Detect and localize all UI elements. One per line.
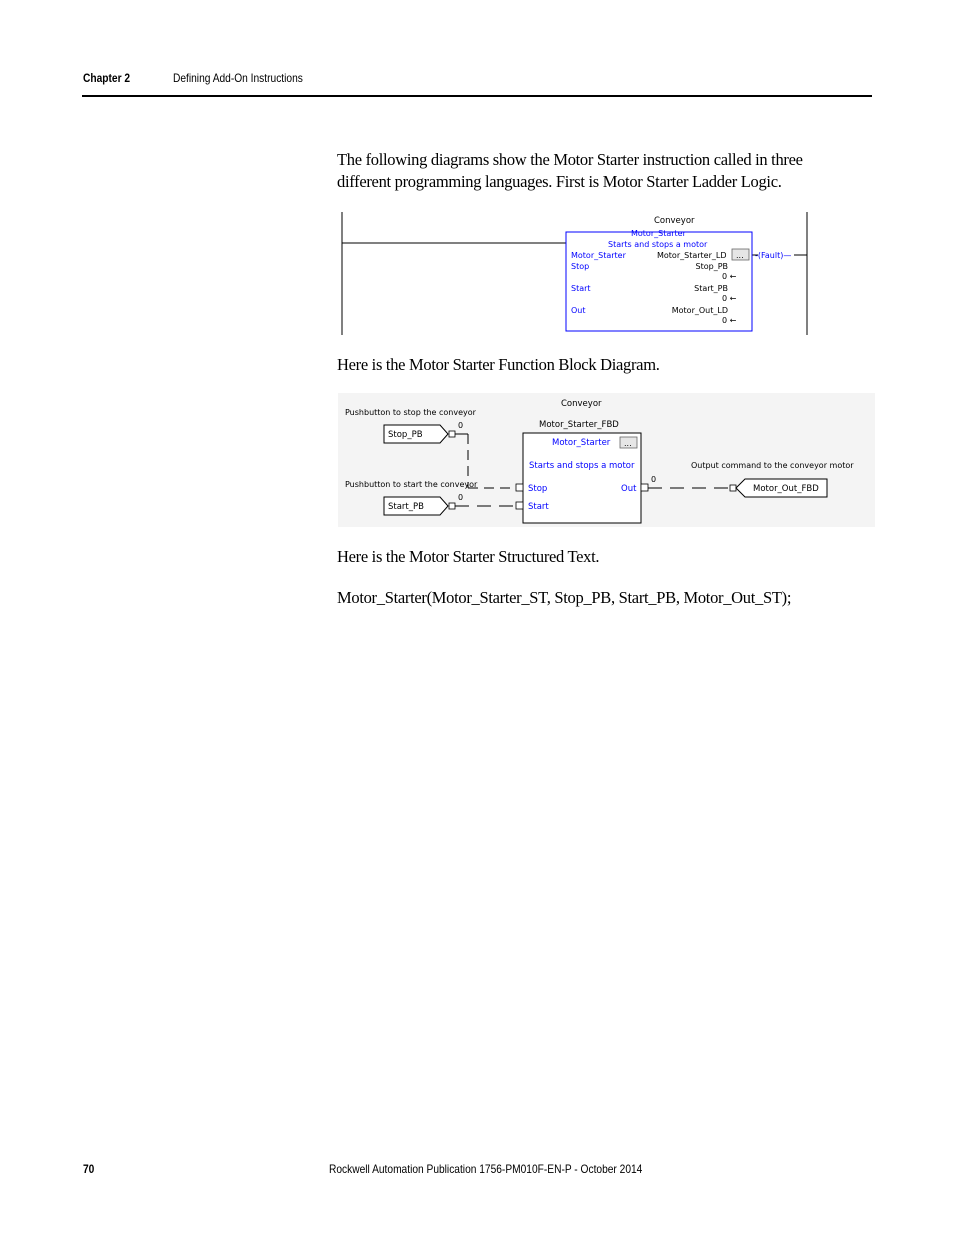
fbd-stop-comment: Pushbutton to stop the conveyor (345, 408, 476, 417)
fbd-stop-tag: Stop_PB (388, 430, 423, 440)
ladder-tag-start: Start_PB (694, 284, 728, 293)
header-rule (82, 95, 872, 97)
ladder-param-out: Out (571, 306, 586, 315)
ladder-fault-output: -(Fault)— (755, 251, 792, 260)
fbd-pin-out: Out (621, 484, 637, 494)
fbd-start-comment: Pushbutton to start the conveyor (345, 480, 478, 489)
function-block-diagram (338, 393, 875, 527)
browse-button-label: ... (736, 251, 744, 260)
fbd-intro: Here is the Motor Starter Function Block Diagram. (337, 355, 660, 374)
fbd-out-comment: Output command to the conveyor motor (691, 461, 854, 470)
fbd-stop-value: 0 (458, 421, 464, 430)
ladder-rung-comment: Conveyor (654, 216, 695, 226)
fbd-out-tag: Motor_Out_FBD (753, 484, 819, 494)
ladder-value-stop: 0 ← (722, 272, 737, 281)
ladder-param-start: Start (571, 284, 591, 293)
ladder-param-instance: Motor_Starter (571, 251, 626, 260)
ladder-logic-diagram (336, 208, 814, 338)
ladder-tag-out: Motor_Out_LD (671, 306, 728, 315)
ladder-instr-desc: Starts and stops a motor (608, 240, 708, 249)
ladder-value-start: 0 ← (722, 294, 737, 303)
ladder-value-out: 0 ← (722, 316, 737, 325)
ladder-param-stop: Stop (571, 262, 590, 271)
fbd-start-tag: Start_PB (388, 502, 424, 512)
fbd-block-tag: Motor_Starter_FBD (539, 420, 619, 430)
ladder-instr-name: Motor_Starter (631, 229, 686, 238)
intro-line-2: different programming languages. First is Motor Starter Ladder Logic. (337, 172, 782, 191)
fbd-block-type: Motor_Starter (552, 438, 611, 448)
fbd-pin-stop: Stop (528, 484, 548, 494)
section-title: Defining Add-On Instructions (173, 71, 303, 85)
st-code: Motor_Starter(Motor_Starter_ST, Stop_PB, Start_PB, Motor_Out_ST); (337, 588, 792, 607)
publication-info: Rockwell Automation Publication 1756-PM010F-EN-P - October 2014 (329, 1162, 643, 1176)
fbd-out-value: 0 (651, 475, 657, 484)
fbd-sheet-comment: Conveyor (561, 399, 602, 409)
st-intro: Here is the Motor Starter Structured Text. (337, 547, 600, 566)
chapter-label: Chapter 2 (83, 71, 131, 85)
ladder-tag-stop: Stop_PB (695, 262, 728, 271)
fbd-start-value: 0 (458, 493, 464, 502)
fbd-browse-label: ... (624, 439, 632, 448)
intro-line-1: The following diagrams show the Motor Starter instruction called in three (337, 150, 803, 169)
ladder-instance-tag: Motor_Starter_LD (657, 251, 727, 260)
fbd-pin-start: Start (528, 502, 549, 512)
page-number: 70 (83, 1162, 95, 1176)
intro-paragraph (337, 149, 837, 193)
fbd-block-desc: Starts and stops a motor (529, 461, 635, 471)
